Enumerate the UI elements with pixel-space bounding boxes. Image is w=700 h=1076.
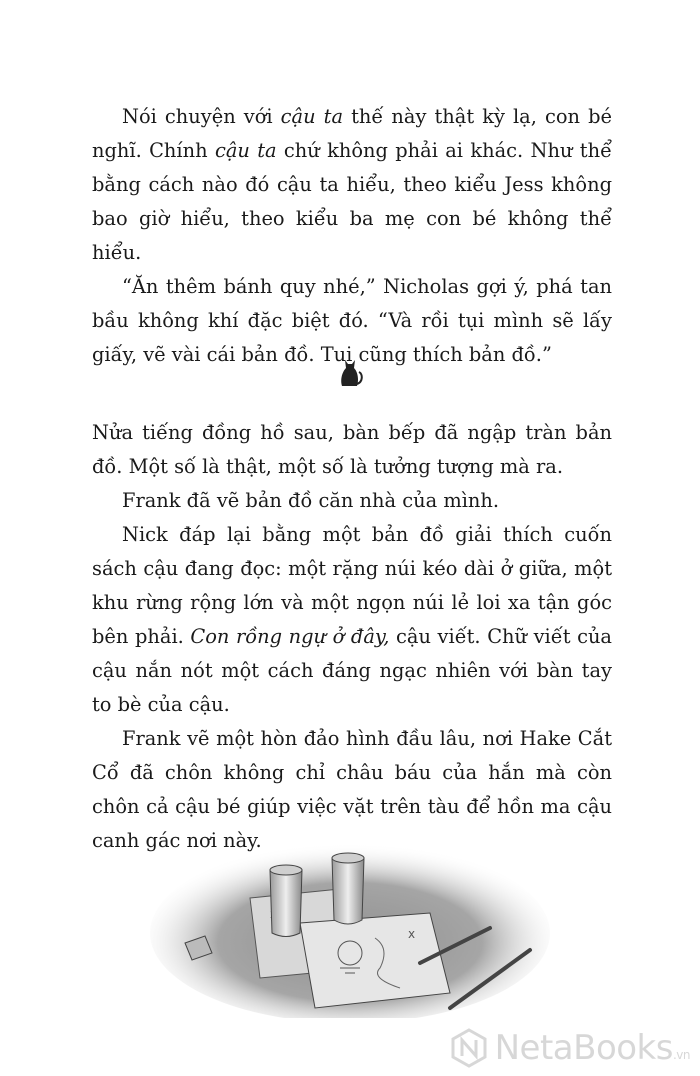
paragraph-text: Nick đáp lại bằng một bản đồ giải thích cuốn sách cậu đang đọc: một rặng núi kéo dài ở giữa, một khu rừng rộng lớn và một ngọn núi lẻ loi xa tận góc bên phải. <box>92 523 612 648</box>
paragraph <box>92 484 612 518</box>
paragraph-text: Frank đã vẽ bản đồ căn nhà của mình. <box>122 489 500 512</box>
italic-text: cậu ta <box>280 105 344 128</box>
cups-and-maps-illustration <box>150 818 550 1018</box>
text-block-top <box>92 100 612 372</box>
italic-text: cậu ta <box>214 139 277 162</box>
paragraph-text: Frank vẽ một hòn đảo hình đầu lâu, nơi Hake Cắt Cổ đã chôn không chỉ châu báu của hắn mà còn chôn cả cậu bé giúp việc vặt trên tàu để hồn ma cậu canh gác nơi này. <box>92 727 612 852</box>
netabooks-watermark <box>449 1028 690 1068</box>
paragraph-text: Nửa tiếng đồng hồ sau, bàn bếp đã ngập tràn bản đồ. Một số là thật, một số là tưởng tượng mà ra. <box>92 421 612 478</box>
paragraph-text: thế này thật kỳ lạ, con bé nghĩ. Chính <box>92 105 612 162</box>
paragraph-text: “Ăn thêm bánh quy nhé,” Nicholas gợi ý, phá tan bầu không khí đặc biệt đó. “Và rồi tụi mình sẽ lấy giấy, vẽ vài cái bản đồ. Tui cũng thích bản đồ.” <box>92 275 612 366</box>
paragraph <box>92 518 612 722</box>
netabooks-logo-icon <box>449 1028 489 1068</box>
svg-text:x: x <box>408 927 416 941</box>
italic-text: Con rồng ngự ở đây, <box>190 625 390 648</box>
paragraph-text: Nói chuyện với <box>122 105 281 128</box>
paragraph-text: cậu viết. Chữ viết của cậu nắn nót một cách đáng ngạc nhiên với bàn tay to bè của cậu. <box>92 625 612 716</box>
watermark-text: NetaBooks.vn <box>494 1028 690 1068</box>
paragraph <box>92 100 612 270</box>
text-block-bottom <box>92 416 612 858</box>
cat-icon <box>336 352 364 386</box>
paragraph <box>92 416 612 484</box>
paragraph-text: chứ không phải ai khác. Như thể bằng cách nào đó cậu ta hiểu, theo kiểu Jess không bao giờ hiểu, theo kiểu ba mẹ con bé không thể hiểu. <box>92 139 612 264</box>
